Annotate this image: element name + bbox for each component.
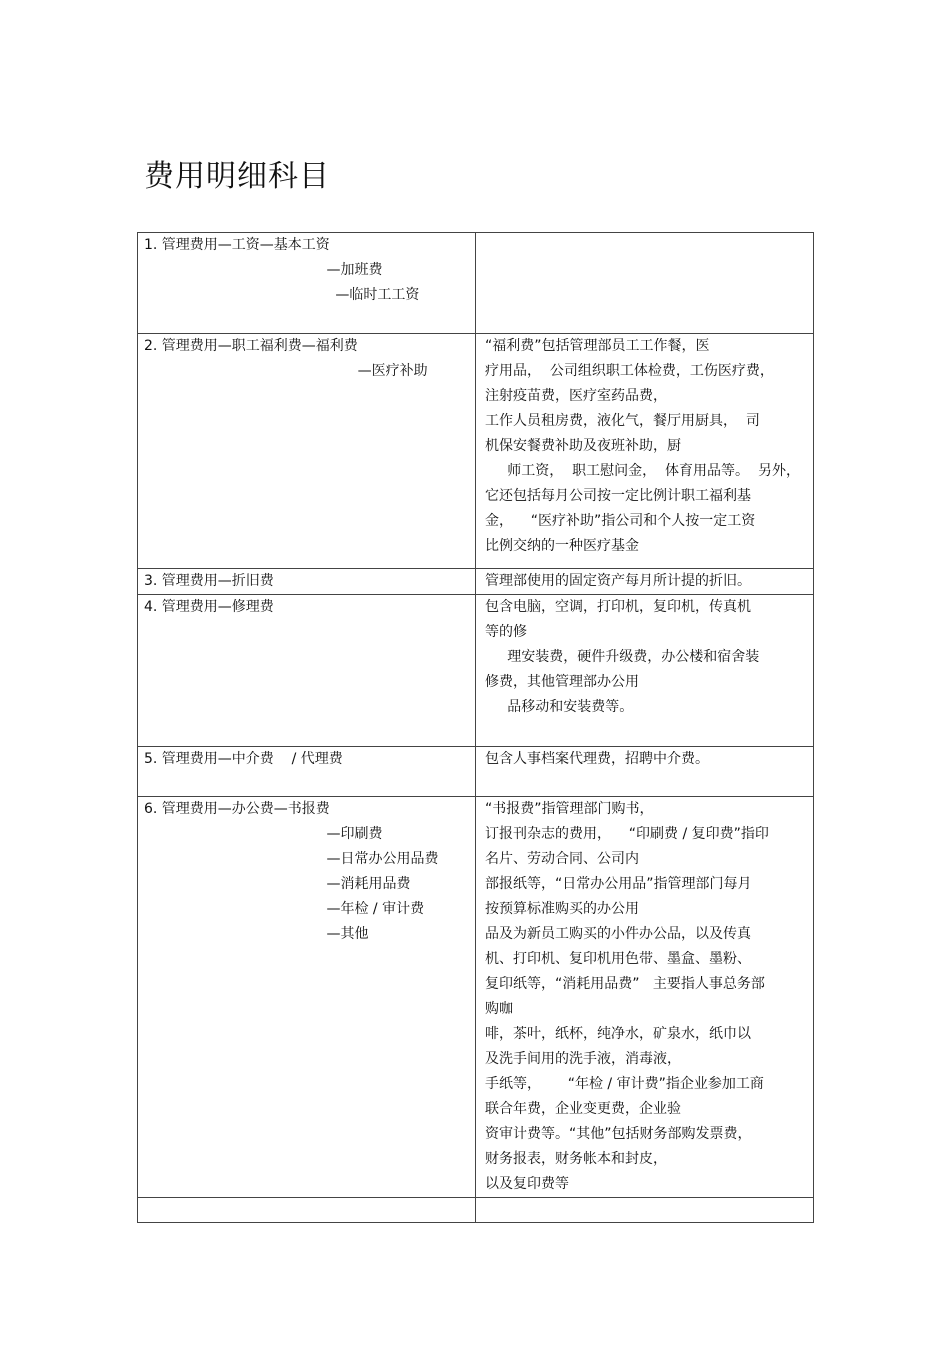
expense-account-cell [138, 1198, 476, 1223]
table-row [138, 233, 814, 334]
account-line: 2. 管理费用—职工福利费—福利费 [144, 338, 358, 354]
account-line: 1. 管理费用—工资—基本工资 [144, 237, 330, 253]
table-row [138, 595, 814, 747]
table-row [138, 1198, 814, 1223]
description-line: 订报刊杂志的费用， “印刷费 / 复印费”指印 [485, 826, 769, 842]
description-line: 它还包括每月公司按一定比例计职工福利基 [485, 488, 751, 504]
description-line: 复印纸等，“消耗用品费” 主要指人事总务部 [485, 976, 765, 992]
account-line: —医疗补助 [144, 363, 428, 379]
description-line: 部报纸等，“日常办公用品”指管理部门每月 [485, 876, 752, 892]
description-line: 财务报表，财务帐本和封皮， [485, 1151, 667, 1167]
account-line: 3. 管理费用—折旧费 [144, 573, 274, 589]
table-row [138, 334, 814, 569]
table-row [138, 797, 814, 1198]
description-line: 购咖 [485, 1001, 513, 1017]
description-line: 金， “医疗补助”指公司和个人按一定工资 [485, 513, 756, 529]
description-line: 以及复印费等 [485, 1176, 569, 1192]
expense-account-cell [138, 233, 476, 334]
expense-description-cell [476, 747, 814, 797]
description-line: 理安装费，硬件升级费，办公楼和宿舍装 [485, 649, 760, 665]
expense-account-cell [138, 797, 476, 1198]
description-line: 资审计费等。“其他”包括财务部购发票费， [485, 1126, 752, 1142]
account-line: —其他 [144, 926, 369, 942]
page-title: 费用明细科目 [144, 159, 330, 194]
expense-account-cell [138, 595, 476, 747]
description-line: 包含电脑，空调，打印机，复印机，传真机 [485, 599, 751, 615]
description-line: 师工资， 职工慰问金， 体育用品等。 另外， [485, 463, 800, 479]
description-line: 比例交纳的一种医疗基金 [485, 538, 639, 554]
account-line: —日常办公用品费 [144, 851, 439, 867]
description-line: 品及为新员工购买的小件办公品，以及传真 [485, 926, 751, 942]
account-line: 6. 管理费用—办公费—书报费 [144, 801, 330, 817]
description-line: 修费，其他管理部办公用 [485, 674, 639, 690]
expense-description-cell [476, 569, 814, 595]
table-row [138, 569, 814, 595]
description-line: 啡，茶叶，纸杯，纯净水，矿泉水，纸巾以 [485, 1026, 751, 1042]
expense-description-cell [476, 1198, 814, 1223]
expense-description-cell [476, 595, 814, 747]
description-line: 名片、劳动合同、公司内 [485, 851, 639, 867]
account-line: —临时工工资 [144, 287, 420, 303]
expense-account-cell [138, 569, 476, 595]
description-line: 注射疫苗费，医疗室药品费， [485, 388, 667, 404]
description-line: 工作人员租房费，液化气，餐厅用厨具， 司 [485, 413, 760, 429]
description-line: 品移动和安装费等。 [485, 699, 634, 715]
description-line: 管理部使用的固定资产每月所计提的折旧。 [485, 573, 751, 589]
description-line: 等的修 [485, 624, 527, 640]
account-line: —年检 / 审计费 [144, 901, 425, 917]
description-line: 机保安餐费补助及夜班补助，厨 [485, 438, 681, 454]
account-line: 5. 管理费用—中介费 / 代理费 [144, 751, 343, 767]
description-line: 手纸等， “年检 / 审计费”指企业参加工商 [485, 1076, 764, 1092]
description-line: “福利费”包括管理部员工工作餐，医 [485, 338, 710, 354]
description-line: “书报费”指管理部门购书， [485, 801, 654, 817]
expense-account-cell [138, 747, 476, 797]
description-line: 疗用品， 公司组织职工体检费，工伤医疗费， [485, 363, 774, 379]
account-line: —印刷费 [144, 826, 383, 842]
account-line: —加班费 [144, 262, 383, 278]
account-line: —消耗用品费 [144, 876, 411, 892]
expense-account-cell [138, 334, 476, 569]
description-line: 联合年费，企业变更费，企业验 [485, 1101, 681, 1117]
account-line: 4. 管理费用—修理费 [144, 599, 274, 615]
description-line: 按预算标准购买的办公用 [485, 901, 639, 917]
description-line: 机、打印机、复印机用色带、墨盒、墨粉、 [485, 951, 751, 967]
expense-description-cell [476, 797, 814, 1198]
description-line: 包含人事档案代理费，招聘中介费。 [485, 751, 709, 767]
description-line: 及洗手间用的洗手液，消毒液， [485, 1051, 681, 1067]
expense-description-cell [476, 233, 814, 334]
expense-items-table [137, 232, 814, 1223]
expense-description-cell [476, 334, 814, 569]
table-row [138, 747, 814, 797]
